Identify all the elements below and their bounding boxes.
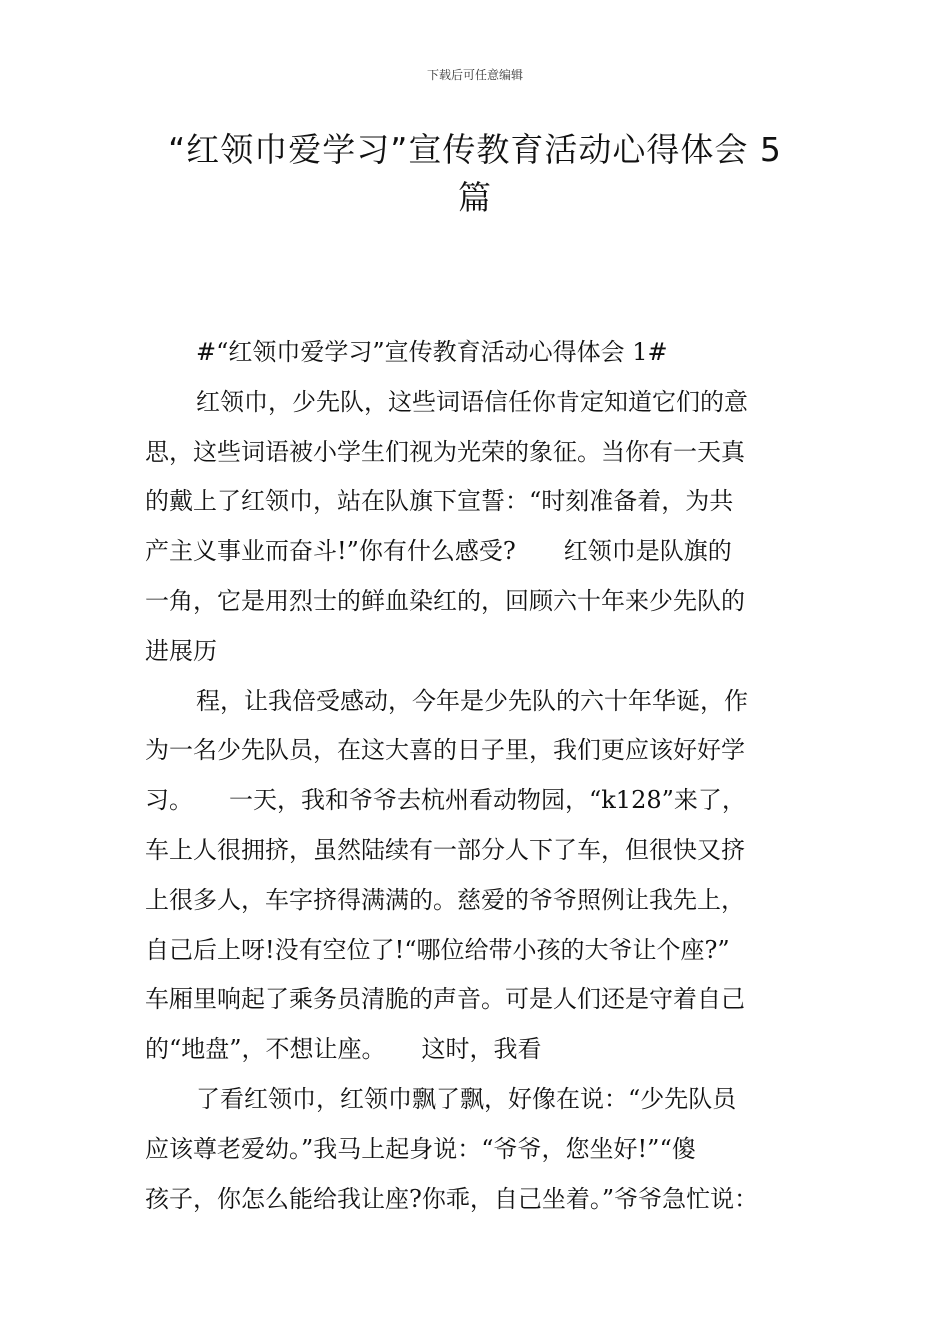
body-line: 产主义事业而奋斗!”你有什么感受? 红领巾是队旗的 xyxy=(145,537,732,566)
body-line: 车上人很拥挤，虽然陆续有一部分人下了车，但很快又挤 xyxy=(145,835,745,864)
document-title xyxy=(130,126,820,222)
body-line: 程，让我倍受感动，今年是少先队的六十年华诞，作 xyxy=(196,686,748,715)
body-line: 习。 一天，我和爷爷去杭州看动物园，“k128”来了， xyxy=(145,786,746,815)
body-line: 为一名少先队员，在这大喜的日子里，我们更应该好好学 xyxy=(145,736,745,765)
body-line: 孩子，你怎么能给我让座?你乖，自己坐着。”爷爷急忙说： xyxy=(145,1184,759,1213)
header-note: 下载后可任意编辑 xyxy=(426,68,523,82)
body-line: 应该尊老爱幼。”我马上起身说：“爷爷，您坐好!”“傻 xyxy=(145,1134,696,1163)
title-line-2: 篇 xyxy=(458,178,492,217)
body-line: 的戴上了红领巾，站在队旗下宣誓：“时刻准备着，为共 xyxy=(145,487,734,516)
body-line: 一角，它是用烈士的鲜血染红的，回顾六十年来少先队的 xyxy=(145,586,745,615)
body-line: 上很多人，车字挤得满满的。慈爱的爷爷照例让我先上， xyxy=(145,885,745,914)
body-line: 自己后上呀!没有空位了!“哪位给带小孩的大爷让个座?” xyxy=(145,935,730,964)
body-line: 红领巾，少先队，这些词语信任你肯定知道它们的意 xyxy=(196,387,748,416)
title-line-1: “红领巾爱学习”宣传教育活动心得体会 5 xyxy=(168,130,782,169)
body-line: 思，这些词语被小学生们视为光荣的象征。当你有一天真 xyxy=(145,437,745,466)
document-body xyxy=(145,328,825,1224)
body-line: 车厢里响起了乘务员清脆的声音。可是人们还是守着自己 xyxy=(145,985,745,1014)
body-line: 的“地盘”，不想让座。 这时，我看 xyxy=(145,1035,542,1064)
section-heading: #“红领巾爱学习”宣传教育活动心得体会 1# xyxy=(196,338,668,366)
body-line: 进展历 xyxy=(145,636,217,665)
body-line: 了看红领巾，红领巾飘了飘，好像在说：“少先队员 xyxy=(196,1084,737,1113)
